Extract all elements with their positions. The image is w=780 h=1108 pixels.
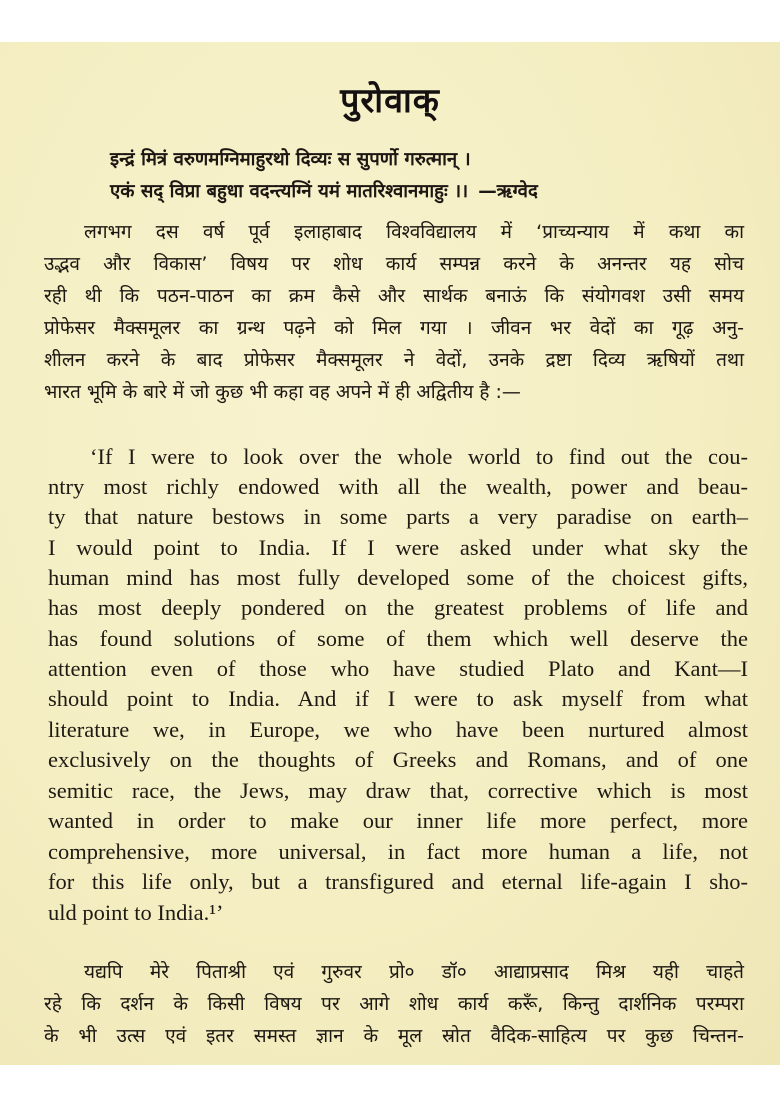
quote-line: semitic race, the Jews, may draw that, corrective which is most bbox=[48, 778, 748, 803]
quote-line: human mind has most fully developed some of the choicest gifts, bbox=[48, 565, 748, 590]
paragraph1-line: रही थी कि पठन-पाठन का क्रम कैसे और सार्थक बनाऊं कि संयोगवश उसी समय bbox=[44, 285, 744, 307]
quote-line: uld point to India.¹’ bbox=[48, 900, 224, 925]
verse-line-1: इन्द्रं मित्रं वरुणमग्निमाहुरथो दिव्यः स सुपर्णो गरुत्मान् । bbox=[110, 149, 471, 170]
verse-line-2-text: एकं सद् विप्रा बहुधा वदन्त्यग्निं यमं मातरिश्वानमाहुः ।। bbox=[110, 181, 469, 202]
quote-line: I would point to India. If I were asked under what sky the bbox=[48, 535, 748, 560]
quote-line: for this life only, but a transfigured and eternal life-again I sho- bbox=[48, 869, 748, 894]
quote-line: exclusively on the thoughts of Greeks and Romans, and of one bbox=[48, 747, 748, 772]
book-page bbox=[0, 42, 780, 1065]
quote-line: wanted in order to make our inner life more perfect, more bbox=[48, 808, 748, 833]
quote-line: has most deeply pondered on the greatest problems of life and bbox=[48, 595, 748, 620]
paragraph1-line: प्रोफेसर मैक्समूलर का ग्रन्थ पढ़ने को मिल गया । जीवन भर वेदों का गूढ़ अनु- bbox=[44, 317, 744, 339]
quote-line: ty that nature bestows in some parts a very paradise on earth– bbox=[48, 504, 748, 529]
quote-line: comprehensive, more universal, in fact more human a life, not bbox=[48, 839, 748, 864]
quote-line: attention even of those who have studied Plato and Kant—I bbox=[48, 656, 748, 681]
paragraph2-line: रहे कि दर्शन के किसी विषय पर आगे शोध कार्य करूँ, किन्तु दार्शनिक परम्परा bbox=[44, 993, 744, 1015]
paragraph1-line: उद्भव और विकास’ विषय पर शोध कार्य सम्पन्न करने के अनन्तर यह सोच bbox=[44, 253, 744, 275]
paragraph2-line: के भी उत्स एवं इतर समस्त ज्ञान के मूल स्रोत वैदिक-साहित्य पर कुछ चिन्तन- bbox=[44, 1025, 744, 1047]
paragraph1-line: लगभग दस वर्ष पूर्व इलाहाबाद विश्वविद्यालय में ‘प्राच्यन्याय में कथा का bbox=[84, 221, 744, 243]
quote-line: ntry most richly endowed with all the wealth, power and beau- bbox=[48, 474, 748, 499]
paragraph2-line: यद्यपि मेरे पिताश्री एवं गुरुवर प्रो० डॉ० आद्याप्रसाद मिश्र यही चाहते bbox=[84, 961, 744, 983]
verse-line-2 bbox=[44, 178, 744, 203]
verse-attribution: —ऋग्वेद bbox=[478, 181, 538, 202]
paragraph1-line: भारत भूमि के बारे में जो कुछ भी कहा वह अपने में ही अद्वितीय है :— bbox=[44, 381, 521, 403]
page-title: पुरोवाक् bbox=[340, 81, 440, 121]
quote-line: has found solutions of some of them which well deserve the bbox=[48, 626, 748, 651]
paragraph1-line: शीलन करने के बाद प्रोफेसर मैक्समूलर ने वेदों, उनके द्रष्टा दिव्य ऋषियों तथा bbox=[44, 349, 744, 371]
quote-line: ‘If I were to look over the whole world to find out the cou- bbox=[90, 444, 748, 469]
quote-line: should point to India. And if I were to ask myself from what bbox=[48, 686, 748, 711]
quote-line: literature we, in Europe, we who have been nurtured almost bbox=[48, 717, 748, 742]
